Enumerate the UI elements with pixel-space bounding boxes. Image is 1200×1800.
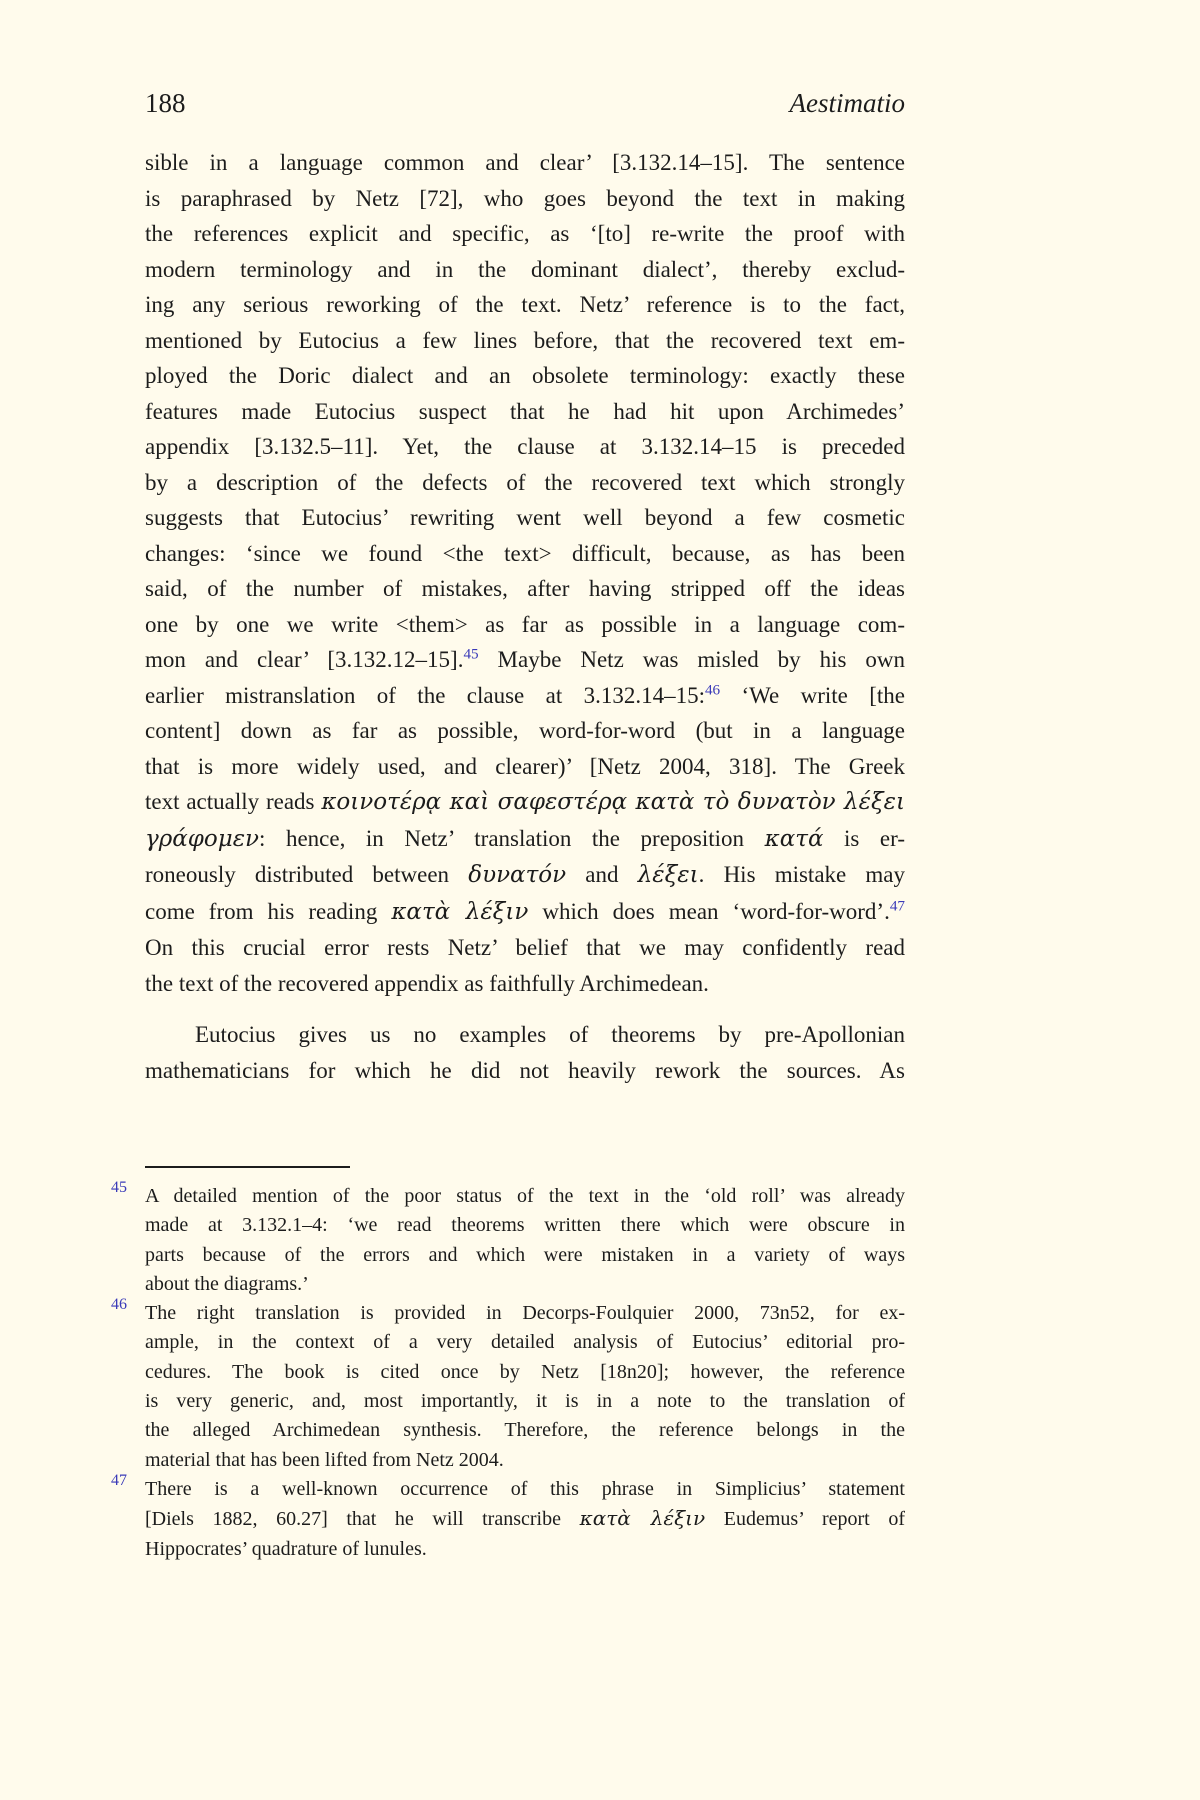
text-segment: the alleged Archimedean synthesis. Therefore, the reference belongs in the [145, 1419, 905, 1442]
footnote-ref[interactable]: 46 [704, 680, 721, 698]
page-number: 188 [145, 88, 186, 118]
text-line [145, 571, 905, 607]
text-line [145, 1328, 905, 1357]
text-segment: text actually reads [145, 789, 322, 814]
footnote [111, 1296, 905, 1475]
text-line [145, 784, 905, 821]
text-line [145, 287, 905, 323]
text-line [145, 536, 905, 572]
footnote-number[interactable]: 46 [111, 1296, 127, 1314]
text-segment: said, of the number of mistakes, after having stripped off the ideas [145, 576, 905, 601]
text-segment: roneously distributed between [145, 862, 469, 887]
greek-text: κατὰ λέξιν [391, 898, 529, 925]
text-segment: is er- [823, 825, 905, 851]
text-line [145, 1387, 905, 1416]
text-line [145, 500, 905, 536]
text-segment: parts because of the errors and which were mistaken in a variety of ways [145, 1243, 905, 1266]
text-segment: sible in a language common and clear’ [3.132.14–15]. The sentence [145, 150, 905, 175]
text-segment: . His mistake may [698, 862, 905, 887]
text-line [145, 966, 905, 1002]
footnote-number[interactable]: 45 [111, 1179, 127, 1196]
footnote-ref[interactable]: 45 [463, 645, 479, 663]
text-segment: content] down as far as possible, word-for-word (but in a language [145, 718, 905, 743]
journal-title: Aestimatio [789, 88, 905, 118]
text-segment: mon and clear’ [3.132.12–15]. [145, 647, 464, 672]
text-line [145, 642, 905, 678]
footnote [111, 1179, 905, 1299]
text-line [145, 216, 905, 252]
text-segment: by a description of the defects of the recovered text which strongly [145, 469, 905, 495]
text-line [145, 1299, 905, 1328]
text-line [145, 894, 905, 931]
text-line [145, 930, 905, 966]
text-segment: the references explicit and specific, as ‘[to] re-write the proof with [145, 221, 905, 246]
text-segment: come from his reading [145, 898, 392, 924]
text-line [145, 1358, 905, 1387]
text-line [145, 1053, 905, 1089]
text-segment: material that has been lifted from Netz 2004. [145, 1448, 504, 1471]
text-line [145, 749, 905, 785]
text-line [145, 1241, 905, 1270]
greek-text: λέξει [637, 862, 699, 888]
text-segment: the text of the recovered appendix as faithfully Archimedean. [145, 970, 709, 996]
greek-text: κοινοτέρᾳ καὶ σαφεστέρᾳ κατὰ τὸ δυνατὸν λέξει [321, 789, 905, 815]
text-segment: There is a well-known occurrence of this phrase in Simplicius’ statement [145, 1477, 905, 1500]
text-line [145, 1535, 905, 1564]
text-line [145, 1416, 905, 1445]
body-text [145, 145, 905, 1088]
text-segment: cedures. The book is cited once by Netz [18n20]; however, the reference [145, 1360, 905, 1383]
text-segment: appendix [3.132.5–11]. Yet, the clause at 3.132.14–15 is preceded [145, 434, 905, 459]
text-segment: A detailed mention of the poor status of the text in the ‘old roll’ was already [145, 1185, 905, 1207]
text-segment: and [566, 862, 638, 887]
paragraph [145, 145, 905, 1001]
text-segment: ‘We write [the [720, 682, 905, 708]
text-segment: mentioned by Eutocius a few lines before, that the recovered text em- [145, 327, 905, 353]
text-segment: [Diels 1882, 60.27] that he will transcribe [145, 1508, 580, 1531]
footnote-separator [145, 1166, 350, 1168]
greek-text: κατὰ λέξιν [579, 1506, 706, 1531]
text-segment: ployed the Doric dialect and an obsolete terminology: exactly these [145, 363, 905, 388]
text-segment: : hence, in Netz’ translation the preposition [259, 825, 765, 851]
text-line [145, 607, 905, 643]
text-line [145, 713, 905, 749]
text-line [145, 1017, 905, 1053]
text-segment: made at 3.132.1–4: ‘we read theorems written there which were obscure in [145, 1214, 905, 1237]
text-segment: ample, in the context of a very detailed analysis of Eutocius’ editorial pro- [145, 1331, 905, 1354]
text-segment: Hippocrates’ quadrature of lunules. [145, 1537, 427, 1560]
text-line [145, 1211, 905, 1240]
text-segment: mathematicians for which he did not heavily rework the sources. As [145, 1057, 905, 1083]
text-segment: Maybe Netz was misled by his own [478, 647, 905, 672]
text-line [145, 145, 905, 181]
text-line [145, 678, 905, 714]
text-segment: features made Eutocius suspect that he had hit upon Archimedes’ [145, 398, 905, 424]
running-head [145, 88, 905, 119]
footnote-number[interactable]: 47 [111, 1471, 127, 1489]
text-line [145, 821, 905, 858]
text-line [145, 323, 905, 359]
text-segment: The right translation is provided in Decorps-Foulquier 2000, 73n52, for ex- [145, 1302, 905, 1325]
paragraph [145, 1017, 905, 1088]
text-segment: which does mean ‘word-for-word’. [528, 898, 890, 924]
text-segment: earlier mistranslation of the clause at 3.132.14–15: [145, 682, 705, 708]
text-segment: about the diagrams.’ [145, 1272, 309, 1295]
text-segment: Eudemus’ report of [705, 1508, 905, 1531]
text-line [145, 857, 905, 894]
text-segment: modern terminology and in the dominant dialect’, thereby exclud- [145, 256, 905, 282]
text-segment: Eutocius gives us no examples of theorems by pre-Apollonian [195, 1022, 905, 1047]
footnote-ref[interactable]: 47 [889, 896, 905, 914]
text-line [145, 358, 905, 394]
text-line [145, 429, 905, 465]
text-segment: ing any serious reworking of the text. Netz’ reference is to the fact, [145, 292, 905, 317]
greek-text: δυνατόν [468, 862, 567, 888]
text-line [145, 1446, 905, 1475]
text-segment: one by one we write <them> as far as possible in a language com- [145, 611, 905, 637]
text-line [145, 465, 905, 501]
text-segment: On this crucial error rests Netz’ belief that we may confidently read [145, 935, 905, 960]
text-segment: suggests that Eutocius’ rewriting went well beyond a few cosmetic [145, 505, 905, 530]
greek-text: γράφομεν [145, 825, 260, 852]
text-segment: changes: ‘since we found <the text> difficult, because, as has been [145, 540, 905, 566]
text-segment: is very generic, and, most importantly, it is in a note to the translation of [145, 1390, 905, 1413]
greek-text: κατά [764, 825, 824, 852]
footnotes-section [111, 1179, 905, 1564]
text-line [145, 394, 905, 430]
text-line [145, 1475, 905, 1504]
text-line [145, 1182, 905, 1211]
text-line [145, 252, 905, 288]
text-segment: is paraphrased by Netz [72], who goes beyond the text in making [145, 185, 905, 211]
text-line [145, 1504, 905, 1534]
footnote [111, 1471, 905, 1564]
text-line [145, 1270, 905, 1299]
text-segment: that is more widely used, and clearer)’ [Netz 2004, 318]. The Greek [145, 753, 905, 779]
text-line [145, 181, 905, 217]
